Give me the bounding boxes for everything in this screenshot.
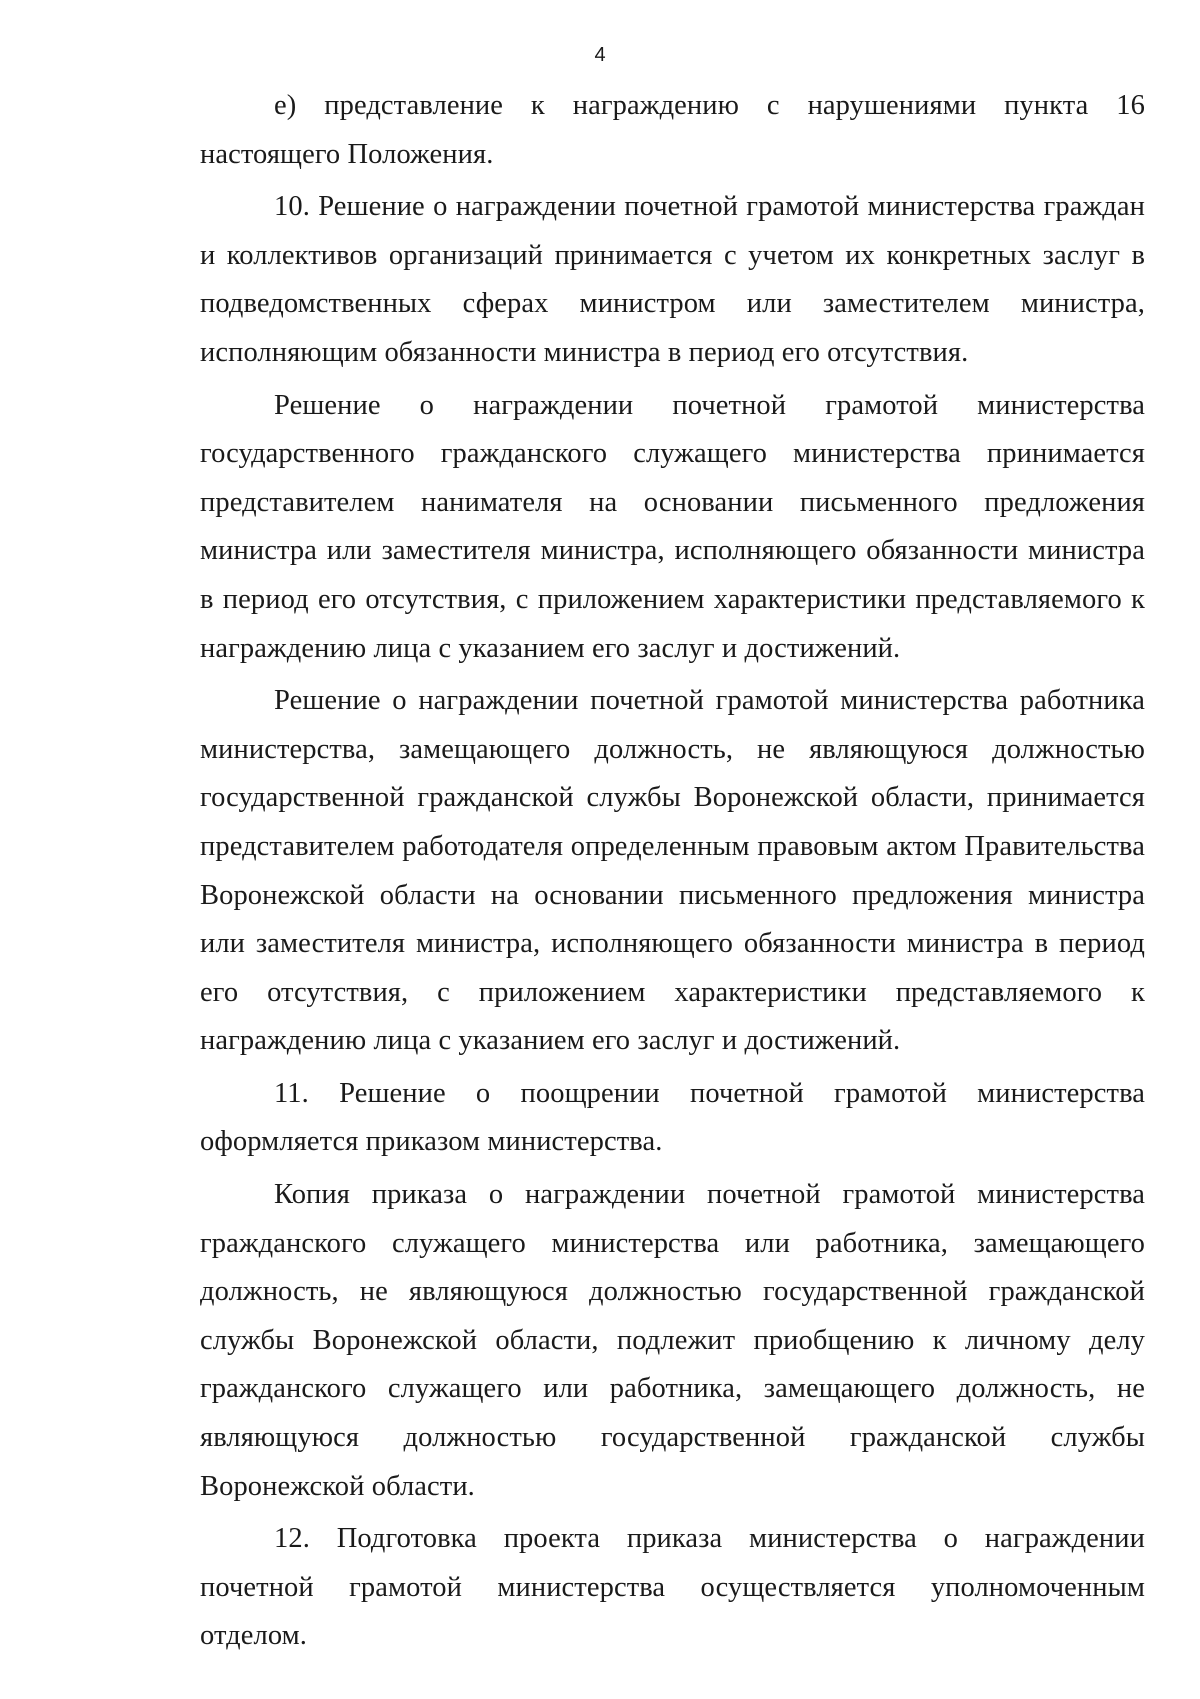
document-body bbox=[200, 82, 1145, 1665]
paragraph-item-e: е) представление к награждению с нарушениями пункта 16 настоящего Положения. bbox=[200, 90, 1145, 170]
paragraph-clause-10: 10. Решение о награждении почетной грамотой министерства граждан и коллективов организаций принимается с учетом их конкретных заслуг в подведомственных сферах министром или заместителем министра, исполняющим обязанности министра в период его отсутствия. bbox=[200, 191, 1145, 368]
paragraph-civil-servant-decision: Решение о награждении почетной грамотой министерства государственного гражданского служащего министерства принимается представителем нанимателя на основании письменного предложения министра или заместителя министра, исполняющего обязанности министра в период его отсутствия, с приложением характеристики представляемого к награждению лица с указанием его заслуг и достижений. bbox=[200, 389, 1145, 664]
paragraph-clause-12: 12. Подготовка проекта приказа министерства о награждении почетной грамотой министерства осуществляется уполномоченным отделом. bbox=[200, 1523, 1145, 1652]
page-number: 4 bbox=[594, 44, 606, 66]
paragraph-clause-11: 11. Решение о поощрении почетной грамотой министерства оформляется приказом министерства. bbox=[200, 1077, 1145, 1158]
paragraph-employee-decision: Решение о награждении почетной грамотой министерства работника министерства, замещающего должность, не являющуюся должностью государственной гражданской службы Воронежской области, принимается представителем работодателя определенным правовым актом Правительства Воронежской области на основании письменного предложения министра или заместителя министра, исполняющего обязанности министра в период его отсутствия, с приложением характеристики представляемого к награждению лица с указанием его заслуг и достижений. bbox=[200, 685, 1145, 1057]
paragraph-order-copy: Копия приказа о награждении почетной грамотой министерства гражданского служащего министерства или работника, замещающего должность, не являющуюся должностью государственной гражданской службы Воронежской области, подлежит приобщению к личному делу гражданского служащего или работника, замещающего должность, не являющуюся должностью государственной гражданской службы Воронежской области. bbox=[200, 1179, 1145, 1502]
